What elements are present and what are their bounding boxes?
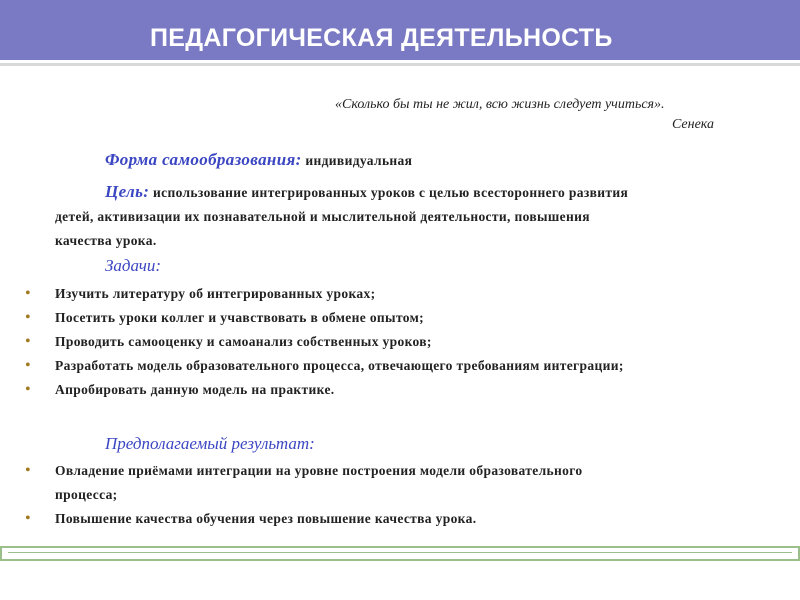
form-label: Форма самообразования:	[105, 150, 302, 169]
list-item	[18, 330, 778, 354]
epigraph-quote: «Сколько бы ты не жил, всю жизнь следует учиться».	[335, 97, 665, 112]
result-text-line-2: процесса;	[55, 487, 118, 502]
header-divider	[0, 63, 800, 66]
list-item	[18, 378, 778, 402]
results-heading: Предполагаемый результат:	[105, 434, 315, 453]
bullet-icon: •	[25, 334, 31, 349]
goal-line-1	[55, 180, 775, 205]
goal-line-3: качества урока.	[55, 233, 157, 248]
list-item	[18, 282, 778, 306]
form-line	[105, 148, 412, 173]
page-title: ПЕДАГОГИЧЕСКАЯ ДЕЯТЕЛЬНОСТЬ	[150, 24, 613, 52]
bullet-icon: •	[25, 463, 31, 478]
tasks-list	[18, 282, 778, 402]
tasks-heading: Задачи:	[105, 256, 162, 275]
result-text: Повышение качества обучения через повышение качества урока.	[55, 511, 477, 526]
form-value: индивидуальная	[301, 153, 413, 168]
task-text: Изучить литературу об интегрированных уроках;	[55, 286, 376, 301]
bullet-icon: •	[25, 358, 31, 373]
footer-frame	[0, 546, 800, 561]
goal-label: Цель:	[105, 182, 150, 201]
goal-block	[55, 180, 775, 253]
task-text: Посетить уроки коллег и учавствовать в обмене опытом;	[55, 310, 424, 325]
result-text-line-1: Овладение приёмами интеграции на уровне построения модели образовательного	[55, 463, 583, 478]
results-list	[18, 459, 758, 531]
bullet-icon: •	[25, 310, 31, 325]
task-text: Разработать модель образовательного процесса, отвечающего требованиям интеграции;	[55, 358, 624, 373]
list-item	[18, 354, 778, 378]
goal-text-1: использование интегрированных уроков с целью всестороннего развития	[149, 185, 629, 200]
bullet-icon: •	[25, 382, 31, 397]
footer-divider	[8, 552, 792, 553]
epigraph-author: Сенека	[672, 117, 715, 132]
header-band	[0, 0, 800, 60]
list-item	[18, 507, 758, 531]
bullet-icon: •	[25, 286, 31, 301]
task-text: Проводить самооценку и самоанализ собственных уроков;	[55, 334, 432, 349]
task-text: Апробировать данную модель на практике.	[55, 382, 335, 397]
bullet-icon: •	[25, 511, 31, 526]
goal-line-2: детей, активизации их познавательной и мыслительной деятельности, повышения	[55, 209, 590, 224]
list-item	[18, 306, 778, 330]
list-item	[18, 459, 758, 507]
